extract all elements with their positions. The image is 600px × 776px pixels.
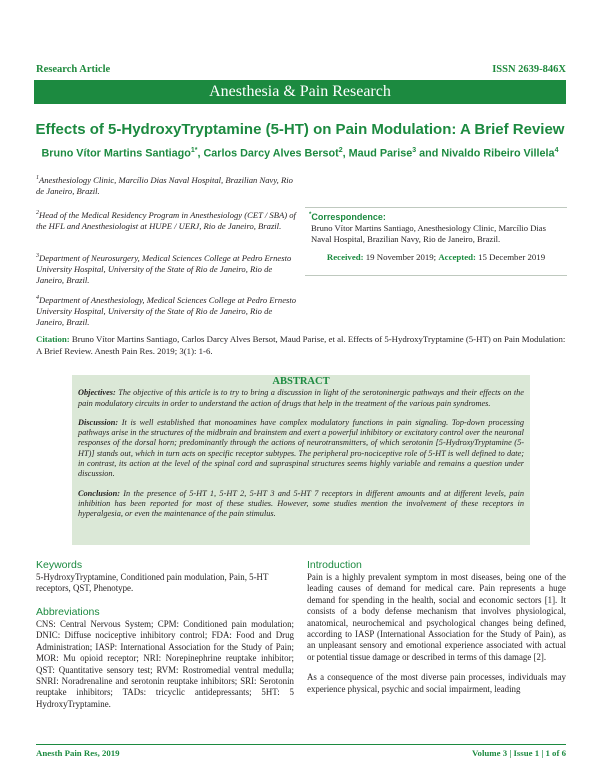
- author: Bruno Vítor Martins Santiago: [41, 147, 191, 160]
- author-sup: 4: [554, 147, 559, 154]
- author-sup: 1*: [190, 147, 198, 154]
- paper-title: Effects of 5-HydroxyTryptamine (5-HT) on Pain Modulation: A Brief Review: [35, 121, 565, 138]
- abstract-box: [72, 375, 530, 545]
- affiliation: [36, 208, 298, 232]
- author-list: [30, 147, 570, 160]
- author-sep: and: [416, 147, 442, 160]
- author: Maud Parise: [348, 147, 413, 160]
- dates-line: [305, 252, 567, 262]
- author-sep: ,: [342, 147, 349, 160]
- accepted-label: Accepted:: [438, 252, 476, 262]
- abstract-heading: ABSTRACT: [272, 376, 330, 387]
- introduction-heading: Introduction: [307, 559, 362, 571]
- journal-name-banner: Anesthesia & Pain Research: [34, 80, 566, 104]
- affiliation-text: Anesthesiology Clinic, Marcílio Dias Naval Hospital, Brazilian Navy, Rio de Janeiro, Brazil.: [36, 174, 293, 197]
- received-date: 19 November 2019;: [365, 252, 437, 262]
- discussion-label: Discussion:: [78, 417, 119, 427]
- abstract-objectives: [78, 388, 524, 409]
- affiliation: [36, 173, 298, 197]
- objectives-label: Objectives:: [78, 388, 116, 398]
- correspondence-text: Bruno Vítor Martins Santiago, Anesthesiology Clinic, Marcílio Dias Naval Hospital, Brazilian Navy, Rio de Janeiro, Brazil.: [311, 223, 546, 244]
- affiliation-text: Head of the Medical Residency Program in Anesthesiology (CET / SBA) of the HFL and Anesthesiologist at HUPE / UERJ, Rio de Janeiro, Brazil.: [36, 209, 296, 232]
- abstract-conclusion: [78, 489, 524, 520]
- author-sep: ,: [197, 147, 204, 160]
- affiliation-num: 4: [36, 295, 39, 301]
- author: Nivaldo Ribeiro Villela: [441, 147, 555, 160]
- received-label: Received:: [326, 252, 364, 262]
- author-sup: 3: [412, 147, 417, 154]
- keywords-text: 5-HydroxyTryptamine, Conditioned pain modulation, Pain, 5-HT receptors, QST, Phenotype.: [36, 572, 269, 594]
- affiliation-text: Department of Neurosurgery, Medical Sciences College at Pedro Ernesto University Hospital, University of the State of Rio de Janeiro, Rio de Janeiro, Brazil.: [36, 252, 292, 286]
- author: Carlos Darcy Alves Bersot: [203, 147, 339, 160]
- correspondence-star: *: [309, 212, 312, 218]
- introduction-body: [307, 572, 566, 742]
- objectives-text: The objective of this article is to try to bring a discussion in light of the serotoninergic pathways and their effects on the pain modulatory circuits in order to understand the action of drugs that help in the treatment of the various pain syndromes.: [78, 388, 524, 408]
- affiliation: [36, 293, 298, 328]
- abstract-discussion: [78, 418, 524, 480]
- affiliation-num: 1: [36, 175, 39, 181]
- correspondence-heading: [309, 212, 567, 222]
- correspondence-box: [305, 207, 567, 276]
- abbreviations-text: CNS: Central Nervous System; CPM: Conditioned pain modulation; DNIC: Diffuse nociceptive inhibitory control; FDA: Food and Drug Administration; IASP: International Association for the Study of Pain; MOR: Mu opioid receptor; NRI: Norepinephrine reuptake inhibitor; QST: Quantitative sensory test; RVM: Rostromedial ventral medulla; SNRI: Noradrenaline and serotonin reuptake inhibitors; SRI: Serotonin reuptake inhibitors; TADs: tricyclic antidepressants; 5HT: 5 HydroxyTryptamine.: [36, 619, 294, 709]
- keywords-heading: Keywords: [36, 559, 83, 571]
- footer-page-info: Volume 3 | Issue 1 | 1 of 6: [472, 748, 566, 758]
- conclusion-text: In the presence of 5-HT 1, 5-HT 2, 5-HT 3 and 5-HT 7 receptors in different amounts and at different levels, pain inhibition has been reported for most of these studies. However, some studies mention the involvement of these receptors in hyperalgesia, or even the maintenance of the pain stimulus.: [78, 488, 524, 519]
- affiliation-num: 3: [36, 253, 39, 259]
- affiliation: [36, 251, 298, 286]
- issn: ISSN 2639-846X: [492, 64, 566, 75]
- footer-journal: Anesth Pain Res, 2019: [36, 748, 120, 758]
- introduction-paragraph: As a consequence of the most diverse pain processes, individuals may experience physical, psychic and social impairment, leading: [307, 672, 566, 694]
- citation: [36, 334, 566, 357]
- correspondence-label: Correspondence:: [311, 212, 386, 222]
- footer-divider: [36, 744, 566, 745]
- discussion-text: It is well established that monoamines have complex modulatory functions in pain signaling. Top-down processing pathways arise in the structures of the midbrain and brainstem and exert a powerful inhibitory or excitatory control over the neuronal responses of the dorsal horn; predominantly through the actions of neurotransmitters, of which serotonin [5-HydroxyTryptamine (5-HT)] stands out, which in turn acts on specific receptor subtypes. The peripheral pro-nociceptive role of 5-HT is well defined to date; in contrast, its action at the level of the spinal cord and supraspinal structures seems highly variable and remains a question under discussion.: [78, 417, 524, 479]
- citation-label: Citation:: [36, 334, 70, 344]
- article-type: Research Article: [36, 64, 111, 75]
- abbreviations-heading: Abbreviations: [36, 606, 100, 618]
- introduction-paragraph: Pain is a highly prevalent symptom in most diseases, being one of the leading causes of demand for medical care. Pain represents a huge demand for spending in the health, social and economic sectors [1]. It consists of a body defense mechanism that involves physiological, anatomical, neurochemical and psychological changes being defined, according to IASP (International Association for the Study of Pain), as an unpleasant sensory and emotional experience associated with actual or potential tissue damage or described in terms of this damage [2].: [307, 572, 566, 662]
- author-sup: 2: [338, 147, 343, 154]
- conclusion-label: Conclusion:: [78, 488, 120, 498]
- accepted-date: 15 December 2019: [478, 252, 546, 262]
- citation-text: Bruno Vítor Martins Santiago, Carlos Darcy Alves Bersot, Maud Parise, et al. Effects of 5-HydroxyTryptamine (5-HT) on Pain Modulation: A Brief Review. Anesth Pain Res. 2019; 3(1): 1-6.: [36, 334, 566, 356]
- affiliation-num: 2: [36, 210, 39, 216]
- affiliation-text: Department of Anesthesiology, Medical Sciences College at Pedro Ernesto University Hospital, University of the State of Rio de Janeiro, Rio de Janeiro, Brazil.: [36, 294, 297, 328]
